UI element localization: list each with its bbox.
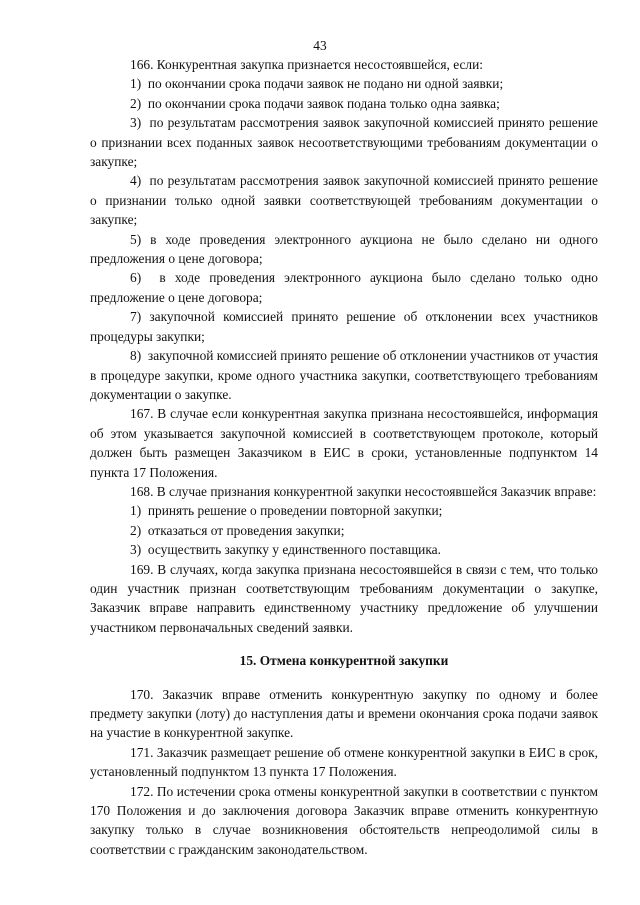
- paragraph-170: 170. Заказчик вправе отменить конкурентную закупку по одному и более предмету закупки (лоту) до наступления даты и времени окончания срока подачи заявок на участие в конкурентной закупке.: [90, 686, 598, 741]
- paragraph-169: 169. В случаях, когда закупка признана несостоявшейся в связи с тем, что только один участник признан соответствующим требованиям документации о закупке, Заказчик вправе направить единственному участнику предложение об улучшении участником первоначальных сведений заявки.: [90, 561, 598, 635]
- list-item-166-4: 4) по результатам рассмотрения заявок закупочной комиссией принято решение о признании только одной заявки соответствующей требованиям документации о закупке;: [90, 173, 598, 228]
- paragraph-167: 167. В случае если конкурентная закупка признана несостоявшейся, информация об этом указывается закупочной комиссией в соответствующем протоколе, который должен быть размещен Заказчиком в ЕИС в сроки, установленные подпунктом 14 пункта 17 Положения.: [90, 406, 598, 480]
- list-item-166-3: 3) по результатам рассмотрения заявок закупочной комиссией принято решение о признании всех поданных заявок несоответствующими требованиям документации о закупке;: [90, 115, 598, 170]
- list-item-166-2: 2) по окончании срока подачи заявок подана только одна заявка;: [130, 95, 500, 111]
- paragraph-166: 166. Конкурентная закупка признается несостоявшейся, если:: [130, 57, 483, 72]
- section-heading: 15. Отмена конкурентной закупки: [239, 653, 449, 669]
- page-number: 43: [313, 38, 327, 53]
- paragraph-168: 168. В случае признания конкурентной закупки несостоявшейся Заказчик вправе:: [130, 483, 597, 499]
- page-content: [90, 55, 598, 859]
- list-item-166-6: 6) в ходе проведения электронного аукциона было сделано только одно предложение о цене договора;: [90, 270, 598, 305]
- list-item-168-1: 1) принять решение о проведении повторной закупки;: [130, 503, 443, 519]
- list-item-166-5: 5) в ходе проведения электронного аукциона не было сделано ни одного предложения о цене договора;: [90, 231, 598, 267]
- list-item-168-2: 2) отказаться от проведения закупки;: [130, 522, 345, 538]
- list-item-166-8: 8) закупочной комиссией принято решение об отклонении участников от участия в процедуре закупки, кроме одного участника закупки, соответствующего требованиям документации о закупке.: [90, 348, 598, 402]
- paragraph-172: 172. По истечении срока отмены конкурентной закупки в соответствии с пунктом 170 Положения и до заключения договора Заказчик вправе отменить конкурентную закупку только в случае возникновения обстоятельств непреодолимой силы в соответствии с гражданским законодательством.: [90, 783, 598, 857]
- list-item-166-1: 1) по окончании срока подачи заявок не подано ни одной заявки;: [130, 76, 504, 92]
- paragraph-171: 171. Заказчик размещает решение об отмене конкурентной закупки в ЕИС в срок, установленный подпунктом 13 пункта 17 Положения.: [90, 744, 598, 780]
- list-item-168-3: 3) осуществить закупку у единственного поставщика.: [130, 542, 441, 558]
- list-item-166-7: 7) закупочной комиссией принято решение об отклонении всех участников процедуры закупки;: [90, 309, 598, 344]
